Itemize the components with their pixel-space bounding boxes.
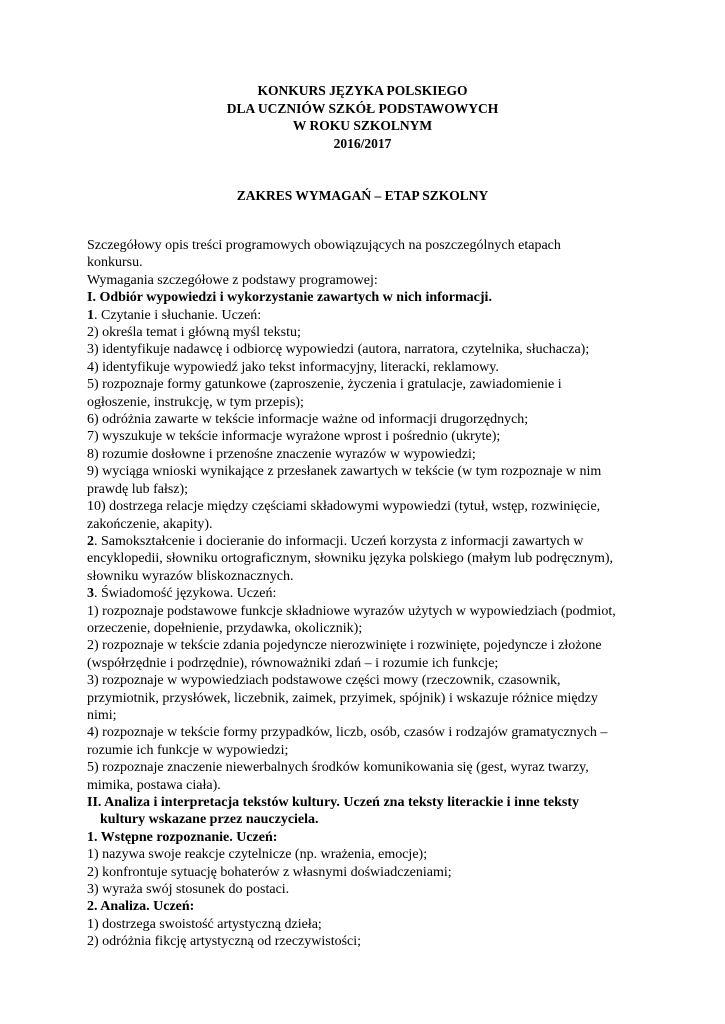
body-line xyxy=(87,620,647,637)
body-line xyxy=(87,498,647,515)
body-line xyxy=(87,707,647,724)
body-line xyxy=(87,376,647,393)
line-text: encyklopedii, słowniku ortograficznym, słowniku języka polskiego (małym lub podręcznym), xyxy=(87,551,614,567)
line-text: przymiotnik, przysłówek, liczebnik, zaimek, przyimek, spójnik) i wskazuje różnice między xyxy=(87,690,598,706)
body-line xyxy=(87,655,647,672)
body-line xyxy=(87,742,647,759)
line-text: 7) wyszukuje w tekście informacje wyrażone wprost i pośrednio (ukryte); xyxy=(87,429,501,445)
body-line xyxy=(87,307,647,324)
line-text: ogłoszenie, instrukcję, w tym przepis); xyxy=(87,394,304,410)
body-line xyxy=(87,777,647,794)
line-text: 8) rozumie dosłowne i przenośne znaczenie wyrazów w wypowiedzi; xyxy=(87,446,476,462)
body-line xyxy=(87,881,647,898)
line-text: Szczegółowy opis treści programowych obowiązujących na poszczególnych etapach xyxy=(87,238,561,253)
body-line xyxy=(87,463,647,480)
line-text: 2) określa temat i główną myśl tekstu; xyxy=(87,325,301,341)
line-text: . Czytanie i słuchanie. Uczeń: xyxy=(94,307,262,323)
title-line: DLA UCZNIÓW SZKÓŁ PODSTAWOWYCH xyxy=(226,100,499,116)
body-line xyxy=(87,254,647,271)
document-title xyxy=(0,82,725,152)
body-line xyxy=(87,516,647,533)
line-text: II. Analiza i interpretacja tekstów kultury. Uczeń zna teksty literackie i inne teksty xyxy=(87,795,580,810)
body-line xyxy=(87,341,647,358)
body-line xyxy=(87,898,647,915)
line-text: 4) rozpoznaje w tekście formy przypadków, liczb, osób, czasów i rodzajów gramatycznych – xyxy=(87,725,608,741)
line-text: 5) rozpoznaje znaczenie niewerbalnych środków komunikowania się (gest, wyraz twarzy, xyxy=(87,760,589,776)
line-text: 1. Wstępne rozpoznanie. Uczeń: xyxy=(87,829,278,845)
line-text: konkursu. xyxy=(87,255,143,271)
body-line xyxy=(87,916,647,933)
body-line xyxy=(87,585,647,602)
body-line xyxy=(87,324,647,341)
line-text: (współrzędnie i podrzędnie), równoważniki zdań – i rozumie ich funkcje; xyxy=(87,655,499,671)
body-line xyxy=(87,864,647,881)
line-text: . Świadomość językowa. Uczeń: xyxy=(94,586,277,602)
body-line xyxy=(87,846,647,863)
line-text: słowniku wyrazów bliskoznacznych. xyxy=(87,568,294,584)
body-line xyxy=(87,411,647,428)
section-number: 3 xyxy=(87,586,94,602)
body-line xyxy=(87,637,647,654)
title-line: W ROKU SZKOLNYM xyxy=(292,118,433,133)
body-line xyxy=(87,568,647,585)
line-text: 3) rozpoznaje w wypowiedziach podstawowe części mowy (rzeczownik, czasownik, xyxy=(87,673,561,689)
line-text: I. Odbiór wypowiedzi i wykorzystanie zawartych w nich informacji. xyxy=(87,290,492,306)
line-text: 1) nazywa swoje reakcje czytelnicze (np. wrażenia, emocje); xyxy=(87,847,428,863)
line-text: zakończenie, akapity). xyxy=(87,516,213,532)
body-line xyxy=(87,481,647,498)
line-text: orzeczenie, dopełnienie, przydawka, okolicznik); xyxy=(87,620,363,636)
document-body xyxy=(87,237,647,951)
line-text: 3) wyraża swój stosunek do postaci. xyxy=(87,882,290,898)
line-text: prawdę lub fałsz); xyxy=(87,481,189,497)
line-text: 3) identyfikuje nadawcę i odbiorcę wypowiedzi (autora, narratora, czytelnika, słuchacza); xyxy=(87,342,590,358)
body-line xyxy=(87,446,647,463)
body-line xyxy=(87,289,647,306)
line-text: kultury wskazane przez nauczyciela. xyxy=(100,812,319,828)
body-line xyxy=(87,933,647,950)
line-text: 6) odróżnia zawarte w tekście informacje ważne od informacji drugorzędnych; xyxy=(87,412,529,428)
line-text: 4) identyfikuje wypowiedź jako tekst informacyjny, literacki, reklamowy. xyxy=(87,359,499,375)
body-line xyxy=(87,272,647,289)
line-text: nimi; xyxy=(87,707,117,723)
line-text: Wymagania szczegółowe z podstawy programowej: xyxy=(87,272,378,288)
section-number: 1 xyxy=(87,307,94,323)
body-line xyxy=(87,550,647,567)
line-text: 9) wyciąga wnioski wynikające z przesłanek zawartych w tekście (w tym rozpoznaje w nim xyxy=(87,464,602,480)
body-line xyxy=(87,724,647,741)
body-line xyxy=(87,811,647,828)
body-line xyxy=(87,603,647,620)
line-text: 5) rozpoznaje formy gatunkowe (zaproszenie, życzenia i gratulacje, zawiadomienie i xyxy=(87,377,562,393)
title-line: KONKURS JĘZYKA POLSKIEGO xyxy=(257,83,468,98)
line-text: 2) konfrontuje sytuację bohaterów z własnymi doświadczeniami; xyxy=(87,864,452,880)
line-text: 10) dostrzega relacje między częściami składowymi wypowiedzi (tytuł, wstęp, rozwinięcie, xyxy=(87,499,601,515)
line-text: . Samokształcenie i docieranie do informacji. Uczeń korzysta z informacji zawartych w xyxy=(94,533,584,549)
body-line xyxy=(87,359,647,376)
body-line xyxy=(87,829,647,846)
line-text: 2) odróżnia fikcję artystyczną od rzeczywistości; xyxy=(87,934,362,950)
body-line xyxy=(87,690,647,707)
body-line xyxy=(87,672,647,689)
line-text: 2) rozpoznaje w tekście zdania pojedyncze nierozwinięte i rozwinięte, pojedyncze i złożone xyxy=(87,638,602,654)
body-line xyxy=(87,794,647,811)
section-number: 2 xyxy=(87,533,94,549)
line-text: 1) rozpoznaje podstawowe funkcje składniowe wyrazów użytych w wypowiedziach (podmiot, xyxy=(87,603,616,619)
line-text: 2. Analiza. Uczeń: xyxy=(87,899,195,915)
body-line xyxy=(87,237,647,254)
body-line xyxy=(87,533,647,550)
line-text: rozumie ich funkcje w wypowiedzi; xyxy=(87,742,289,758)
line-text: mimika, postawa ciała). xyxy=(87,777,221,793)
body-line xyxy=(87,428,647,445)
body-line xyxy=(87,759,647,776)
body-line xyxy=(87,394,647,411)
title-line: 2016/2017 xyxy=(333,135,392,151)
document-subtitle: ZAKRES WYMAGAŃ – ETAP SZKOLNY xyxy=(236,188,489,203)
line-text: 1) dostrzega swoistość artystyczną dzieła; xyxy=(87,916,322,932)
